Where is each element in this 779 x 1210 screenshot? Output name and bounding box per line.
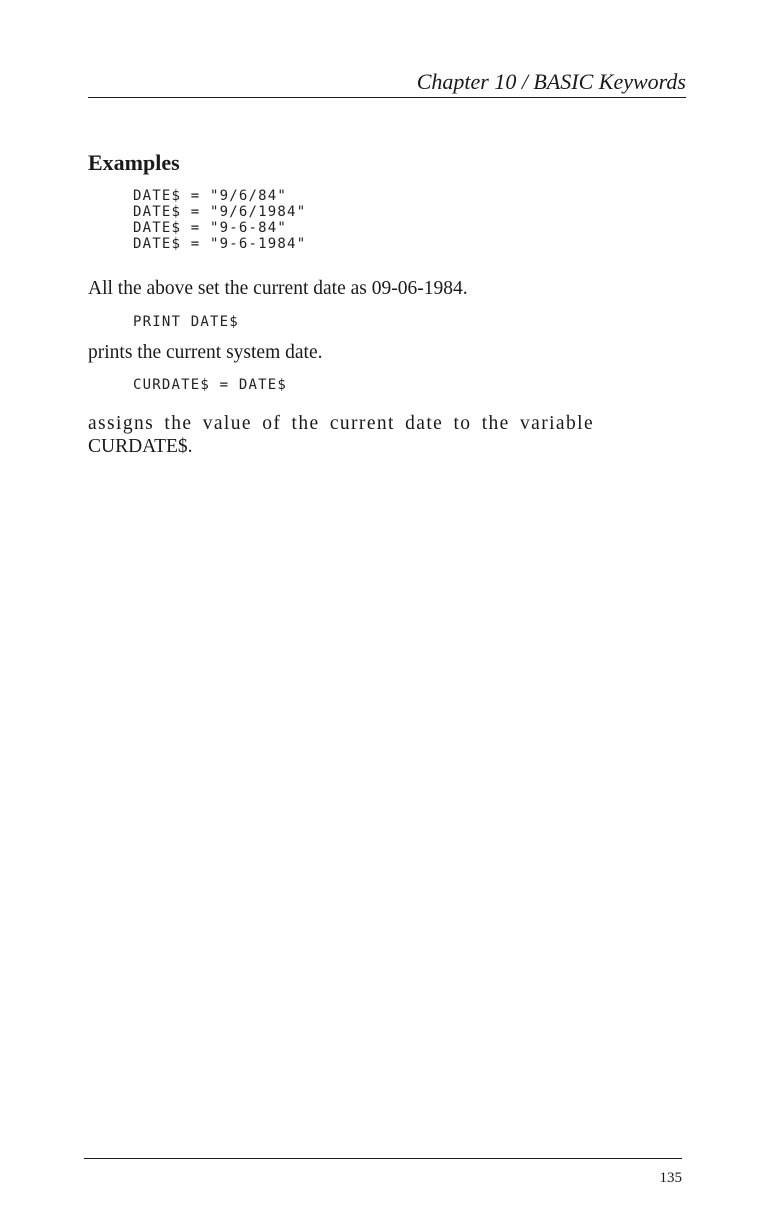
section-heading-examples: Examples [88, 150, 180, 175]
paragraph-assign-line-2: CURDATE$. [88, 436, 193, 457]
paragraph-print-explanation: prints the current system date. [88, 342, 323, 363]
code-line-3: DATE$ = "9-6-84" [133, 220, 288, 236]
running-head-title: Chapter 10 / BASIC Keywords [416, 69, 686, 94]
paragraph-date-explanation: All the above set the current date as 09-06-1984. [88, 278, 468, 299]
code-line-1: DATE$ = "9/6/84" [133, 188, 288, 204]
code-line-2: DATE$ = "9/6/1984" [133, 204, 307, 220]
code-assign-block [133, 377, 287, 393]
page-number: 135 [659, 1170, 682, 1186]
code-line-assign: CURDATE$ = DATE$ [133, 377, 288, 393]
code-print-block [133, 314, 239, 330]
code-examples-block [133, 188, 306, 252]
header-rule [88, 97, 686, 98]
paragraph-assign-explanation [88, 412, 686, 458]
code-line-print: PRINT DATE$ [133, 314, 239, 330]
code-line-4: DATE$ = "9-6-1984" [133, 236, 307, 252]
footer-rule [84, 1158, 682, 1159]
paragraph-assign-line-1: assigns the value of the current date to the variable [88, 413, 595, 434]
